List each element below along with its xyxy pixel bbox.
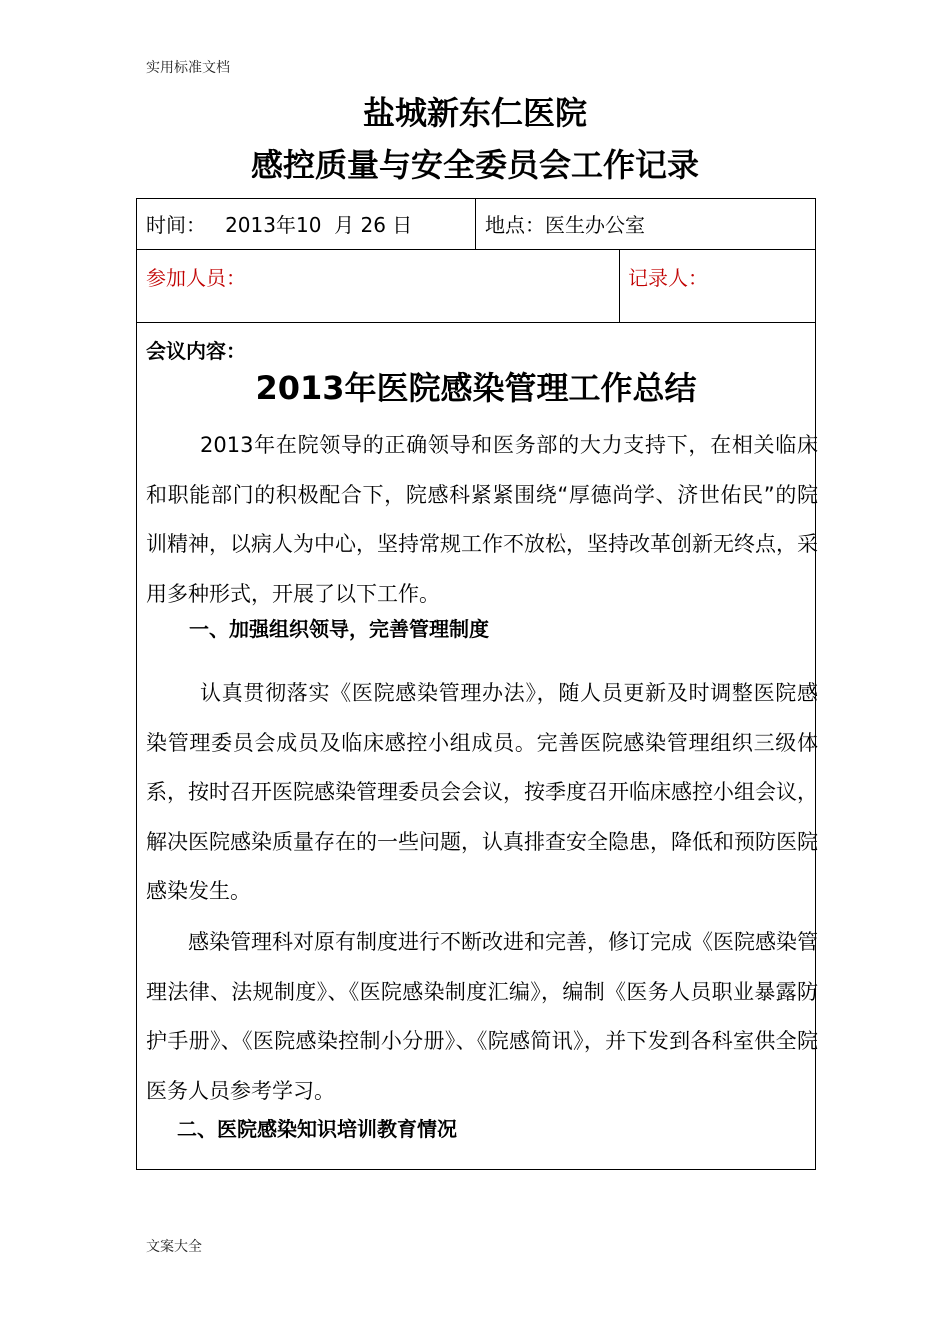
page-footer-note: 文案大全 bbox=[146, 1239, 202, 1255]
attendees-row bbox=[137, 250, 815, 323]
time-place-row bbox=[137, 199, 815, 250]
section-heading-2: 二、医院感染知识培训教育情况 bbox=[177, 1117, 457, 1141]
cell-divider bbox=[619, 250, 620, 322]
paragraph-intro: 2013年在院领导的正确领导和医务部的大力支持下，在相关临床和职能部门的积极配合下，院感科紧紧围绕“厚德尚学、济世佑民”的院训精神，以病人为中心，坚持常规工作不放松，坚持改革创新无终点，采用多种形式，开展了以下工作。 bbox=[146, 433, 818, 606]
hospital-title: 盐城新东仁医院 bbox=[362, 94, 587, 132]
section-heading-1: 一、加强组织领导，完善管理制度 bbox=[189, 617, 489, 641]
content-label: 会议内容： bbox=[146, 339, 246, 363]
meeting-place: 地点：医生办公室 bbox=[485, 213, 645, 237]
summary-title: 2013年医院感染管理工作总结 bbox=[255, 369, 697, 407]
page-header-note: 实用标准文档 bbox=[146, 60, 230, 76]
cell-divider bbox=[475, 199, 476, 249]
paragraph-organization: 认真贯彻落实《医院感染管理办法》，随人员更新及时调整医院感染管理委员会成员及临床感控小组成员。完善医院感染管理组织三级体系，按时召开医院感染管理委员会会议，按季度召开临床感控小组会议，解决医院感染质量存在的一些问题，认真排查安全隐患，降低和预防医院感染发生。 bbox=[146, 681, 818, 903]
record-table bbox=[136, 198, 816, 1170]
record-title: 感控质量与安全委员会工作记录 bbox=[250, 146, 699, 184]
attendees-label: 参加人员： bbox=[146, 266, 246, 290]
recorder-label: 记录人： bbox=[628, 266, 708, 290]
meeting-time: 时间： 2013年10 月 26 日 bbox=[146, 213, 413, 237]
paragraph-regulations: 感染管理科对原有制度进行不断改进和完善，修订完成《医院感染管理法律、法规制度》、《医院感染制度汇编》，编制《医务人员职业暴露防护手册》、《医院感染控制小分册》、《院感简讯》，并下发到各科室供全院医务人员参考学习。 bbox=[146, 930, 818, 1103]
